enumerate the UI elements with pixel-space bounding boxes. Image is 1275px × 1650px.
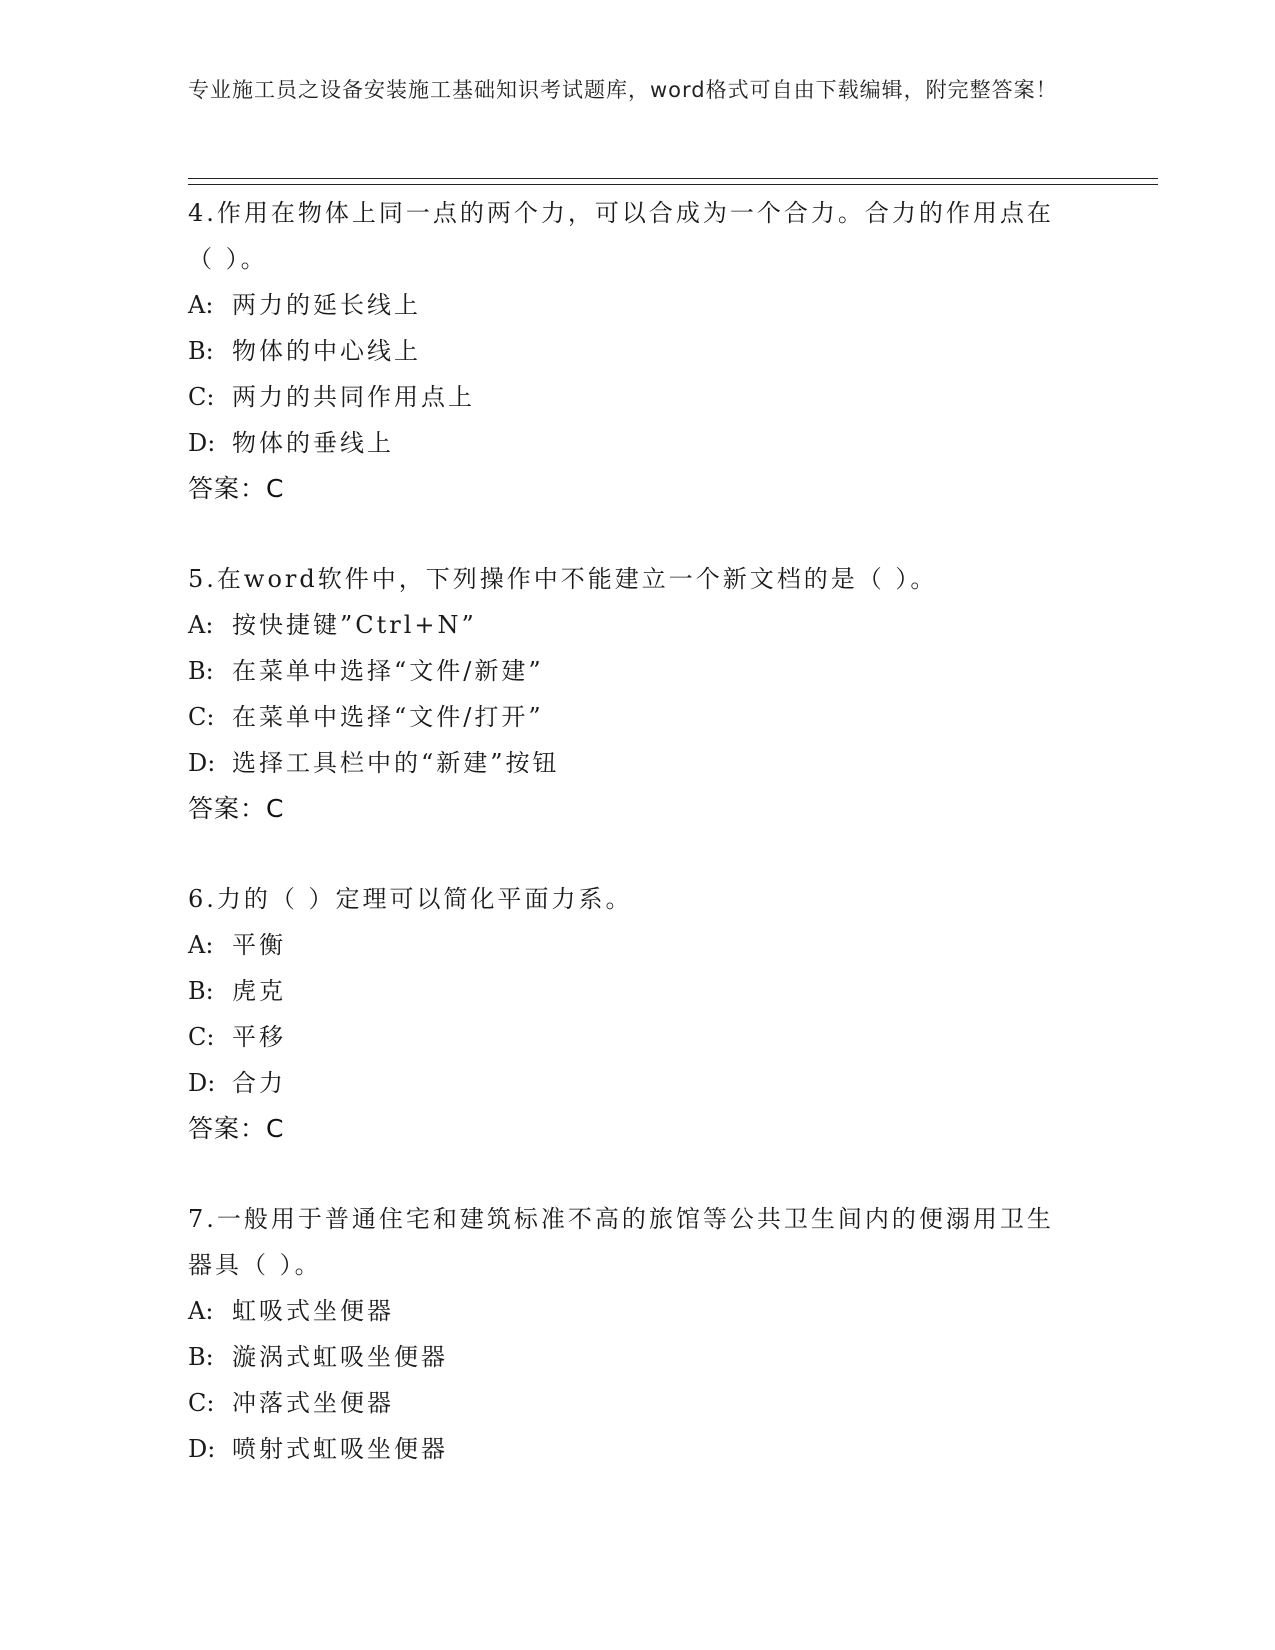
option-letter: B:: [188, 657, 214, 685]
option-text: 在菜单中选择“文件/打开”: [232, 703, 544, 731]
option-letter: D:: [188, 1069, 216, 1097]
option-letter: B:: [188, 1343, 214, 1371]
option-b: [188, 648, 1088, 694]
option-a: [188, 922, 1088, 968]
option-text: 平衡: [232, 931, 286, 959]
question-title: 5.在word软件中，下列操作中不能建立一个新文档的是（ ）。: [188, 565, 938, 593]
option-text: 虹吸式坐便器: [232, 1297, 394, 1325]
option-text: 平移: [232, 1023, 286, 1051]
option-text: 物体的中心线上: [232, 337, 421, 365]
question-spacer: [188, 512, 1088, 556]
question-list: [188, 190, 1088, 1472]
answer-line: 答案：C: [188, 794, 285, 823]
option-a: [188, 1288, 1088, 1334]
header-divider-top: [188, 178, 1158, 179]
answer-line: 答案：C: [188, 474, 285, 503]
option-c: [188, 1014, 1088, 1060]
question-5: [188, 556, 1088, 832]
option-d: [188, 1060, 1088, 1106]
option-letter: D:: [188, 749, 216, 777]
option-text: 冲落式坐便器: [232, 1389, 394, 1417]
option-text: 喷射式虹吸坐便器: [232, 1435, 448, 1463]
option-letter: D:: [188, 429, 216, 457]
option-text: 选择工具栏中的“新建”按钮: [232, 749, 560, 777]
option-text: 物体的垂线上: [232, 429, 394, 457]
question-6: [188, 876, 1088, 1152]
question-title: 7.一般用于普通住宅和建筑标准不高的旅馆等公共卫生间内的便溺用卫生器具（ ）。: [188, 1205, 1054, 1279]
option-letter: A:: [188, 1297, 214, 1325]
option-letter: A:: [188, 291, 214, 319]
option-c: [188, 374, 1088, 420]
question-spacer: [188, 832, 1088, 876]
option-letter: D:: [188, 1435, 216, 1463]
option-letter: A:: [188, 611, 214, 639]
option-text: 虎克: [232, 977, 286, 1005]
option-letter: B:: [188, 977, 214, 1005]
option-letter: C:: [188, 383, 215, 411]
option-letter: B:: [188, 337, 214, 365]
option-letter: C:: [188, 1023, 215, 1051]
option-letter: A:: [188, 931, 214, 959]
option-text: 在菜单中选择“文件/新建”: [232, 657, 544, 685]
option-text: 合力: [232, 1069, 286, 1097]
option-text: 按快捷键”Ctrl+N”: [232, 611, 477, 639]
question-title: 6.力的（ ）定理可以简化平面力系。: [188, 885, 633, 913]
option-a: [188, 602, 1088, 648]
question-7: [188, 1196, 1088, 1472]
option-a: [188, 282, 1088, 328]
option-letter: C:: [188, 703, 215, 731]
option-b: [188, 968, 1088, 1014]
option-d: [188, 740, 1088, 786]
option-b: [188, 328, 1088, 374]
option-text: 漩涡式虹吸坐便器: [232, 1343, 448, 1371]
answer-line: 答案：C: [188, 1114, 285, 1143]
option-text: 两力的共同作用点上: [232, 383, 475, 411]
option-d: [188, 420, 1088, 466]
question-spacer: [188, 1152, 1088, 1196]
header-divider-bottom: [188, 184, 1158, 185]
question-title: 4.作用在物体上同一点的两个力，可以合成为一个合力。合力的作用点在（ ）。: [188, 199, 1054, 273]
question-4: [188, 190, 1088, 512]
document-header: 专业施工员之设备安装施工基础知识考试题库，word格式可自由下载编辑，附完整答案！: [188, 78, 1058, 102]
option-letter: C:: [188, 1389, 215, 1417]
option-b: [188, 1334, 1088, 1380]
option-d: [188, 1426, 1088, 1472]
option-text: 两力的延长线上: [232, 291, 421, 319]
option-c: [188, 1380, 1088, 1426]
option-c: [188, 694, 1088, 740]
